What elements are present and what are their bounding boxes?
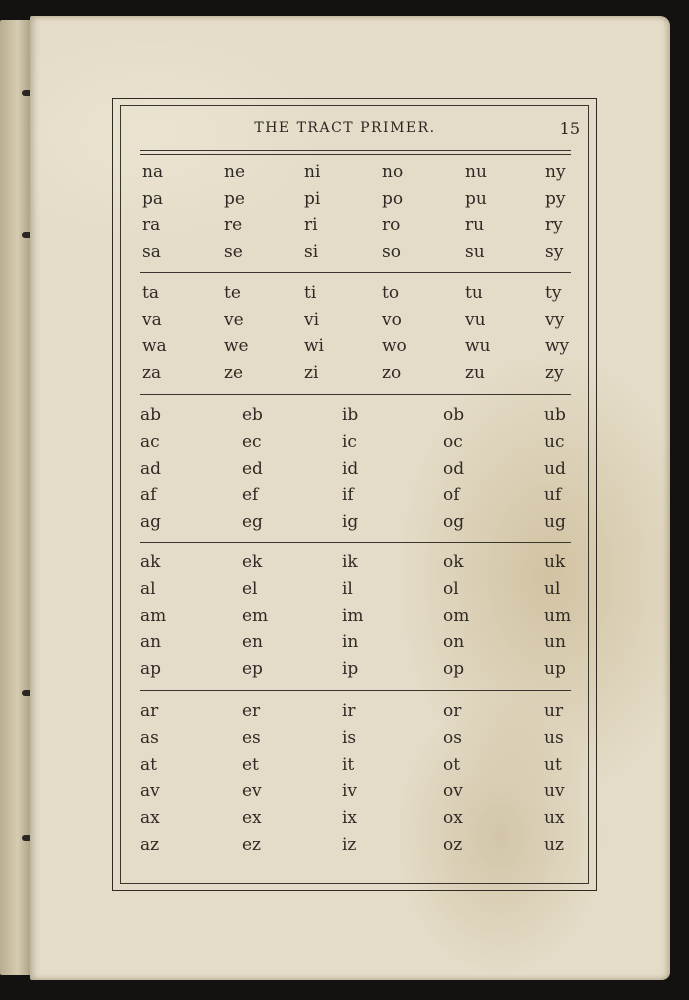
header-double-rule (140, 150, 571, 155)
syllable-cell: ar (140, 701, 159, 721)
syllable-cell: op (443, 659, 465, 680)
syllable-cell: ry (545, 215, 563, 235)
syllable-cell: ol (443, 578, 459, 599)
syllable-cell: ob (443, 405, 465, 425)
syllable-cell: sy (545, 241, 564, 262)
syllable-cell: zy (545, 362, 564, 383)
syllable-cell: po (382, 188, 404, 209)
syllable-cell: ip (342, 659, 359, 680)
page-border-inner (120, 105, 589, 884)
syllable-cell: un (544, 632, 566, 653)
section-divider (140, 690, 571, 691)
syllable-cell: on (443, 632, 465, 653)
syllable-cell: od (443, 458, 465, 479)
syllable-cell: er (242, 701, 261, 721)
syllable-cell: ro (382, 215, 401, 235)
syllable-cell: tu (465, 283, 483, 303)
syllable-cell: ag (140, 512, 162, 533)
syllable-cell: py (545, 188, 566, 209)
book-spine (0, 20, 32, 975)
syllable-cell: up (544, 659, 566, 680)
syllable-cell: eg (242, 512, 263, 533)
syllable-cell: si (304, 241, 319, 262)
syllable-cell: re (224, 215, 243, 235)
page-number: 15 (559, 119, 580, 138)
syllable-cell: ab (140, 405, 162, 425)
syllable-cell: ad (140, 458, 162, 479)
syllable-cell: wo (382, 336, 407, 356)
syllable-cell: if (342, 485, 354, 506)
syllable-cell: ix (342, 808, 358, 829)
syllable-cell: na (142, 162, 164, 182)
syllable-cell: uc (544, 431, 565, 452)
syllable-cell: zo (382, 362, 402, 383)
syllable-cell: og (443, 512, 465, 533)
syllable-cell: iv (342, 781, 358, 802)
syllable-cell: ac (140, 431, 160, 452)
syllable-cell: ed (242, 458, 263, 479)
syllable-cell: iz (342, 835, 357, 855)
syllable-cell: en (242, 632, 264, 653)
syllable-cell: id (342, 458, 359, 479)
syllable-cell: az (140, 835, 160, 855)
syllable-cell: ev (242, 781, 262, 802)
syllable-cell: av (140, 781, 160, 802)
syllable-cell: it (342, 754, 355, 775)
syllable-cell: vo (382, 309, 402, 330)
section-divider (140, 272, 571, 273)
syllable-cell: ti (304, 283, 317, 303)
syllable-cell: zi (304, 362, 319, 383)
syllable-cell: ik (342, 552, 358, 572)
syllable-cell: to (382, 283, 400, 303)
syllable-cell: te (224, 283, 241, 303)
syllable-cell: ez (242, 835, 262, 855)
syllable-cell: we (224, 336, 249, 356)
syllable-cell: ot (443, 754, 461, 775)
syllable-cell: uf (544, 485, 562, 506)
syllable-cell: ux (544, 808, 565, 829)
syllable-cell: vi (304, 309, 320, 330)
syllable-cell: um (544, 605, 572, 626)
syllable-cell: in (342, 632, 359, 653)
syllable-cell: ig (342, 512, 359, 533)
syllable-cell: am (140, 605, 167, 626)
syllable-cell: ak (140, 552, 161, 572)
syllable-cell: om (443, 605, 470, 626)
syllable-cell: ny (545, 162, 566, 182)
syllable-cell: vy (545, 309, 565, 330)
syllable-cell: zu (465, 362, 485, 383)
syllable-cell: ta (142, 283, 159, 303)
syllable-cell: sa (142, 241, 161, 262)
syllable-cell: ef (242, 485, 259, 506)
syllable-cell: ek (242, 552, 263, 572)
syllable-cell: ub (544, 405, 566, 425)
syllable-cell: af (140, 485, 157, 506)
syllable-cell: ok (443, 552, 464, 572)
syllable-cell: et (242, 754, 259, 775)
syllable-cell: pi (304, 188, 321, 209)
syllable-cell: oc (443, 431, 463, 452)
syllable-cell: nu (465, 162, 487, 182)
syllable-cell: wy (545, 336, 570, 356)
syllable-cell: ap (140, 659, 162, 680)
syllable-cell: ur (544, 701, 564, 721)
syllable-cell: ul (544, 578, 561, 599)
syllable-cell: as (140, 727, 159, 748)
syllable-cell: su (465, 241, 485, 262)
syllable-cell: eb (242, 405, 263, 425)
syllable-cell: al (140, 578, 156, 599)
syllable-cell: ut (544, 754, 562, 775)
syllable-cell: of (443, 485, 460, 506)
syllable-cell: an (140, 632, 162, 653)
syllable-cell: ty (545, 283, 562, 303)
syllable-cell: pu (465, 188, 487, 209)
syllable-cell: ra (142, 215, 161, 235)
syllable-cell: se (224, 241, 243, 262)
syllable-cell: wi (304, 336, 324, 356)
syllable-cell: ox (443, 808, 463, 829)
syllable-cell: ex (242, 808, 262, 829)
syllable-cell: us (544, 727, 564, 748)
syllable-cell: ru (465, 215, 485, 235)
syllable-cell: es (242, 727, 261, 748)
syllable-cell: wu (465, 336, 491, 356)
syllable-cell: ni (304, 162, 321, 182)
syllable-cell: wa (142, 336, 167, 356)
syllable-cell: uz (544, 835, 564, 855)
syllable-cell: ri (304, 215, 318, 235)
syllable-cell: so (382, 241, 401, 262)
syllable-cell: os (443, 727, 462, 748)
syllable-cell: em (242, 605, 269, 626)
syllable-cell: or (443, 701, 462, 721)
syllable-cell: ec (242, 431, 262, 452)
syllable-cell: ib (342, 405, 359, 425)
syllable-cell: ov (443, 781, 463, 802)
syllable-cell: pe (224, 188, 245, 209)
syllable-cell: ud (544, 458, 566, 479)
syllable-cell: is (342, 727, 357, 748)
syllable-cell: im (342, 605, 364, 626)
syllable-cell: no (382, 162, 404, 182)
syllable-cell: el (242, 578, 258, 599)
running-title: THE TRACT PRIMER. (254, 120, 436, 136)
syllable-cell: at (140, 754, 157, 775)
syllable-cell: ve (224, 309, 244, 330)
section-divider (140, 394, 571, 395)
syllable-cell: vu (465, 309, 486, 330)
syllable-cell: ep (242, 659, 263, 680)
section-divider (140, 542, 571, 543)
syllable-cell: ic (342, 431, 357, 452)
syllable-cell: uv (544, 781, 565, 802)
syllable-cell: ax (140, 808, 160, 829)
syllable-cell: ze (224, 362, 244, 383)
syllable-cell: ne (224, 162, 246, 182)
syllable-cell: za (142, 362, 162, 383)
syllable-cell: uk (544, 552, 566, 572)
syllable-cell: ir (342, 701, 356, 721)
syllable-cell: pa (142, 188, 164, 209)
syllable-cell: il (342, 578, 353, 599)
syllable-cell: ug (544, 512, 566, 533)
syllable-cell: oz (443, 835, 463, 855)
syllable-cell: va (142, 309, 162, 330)
